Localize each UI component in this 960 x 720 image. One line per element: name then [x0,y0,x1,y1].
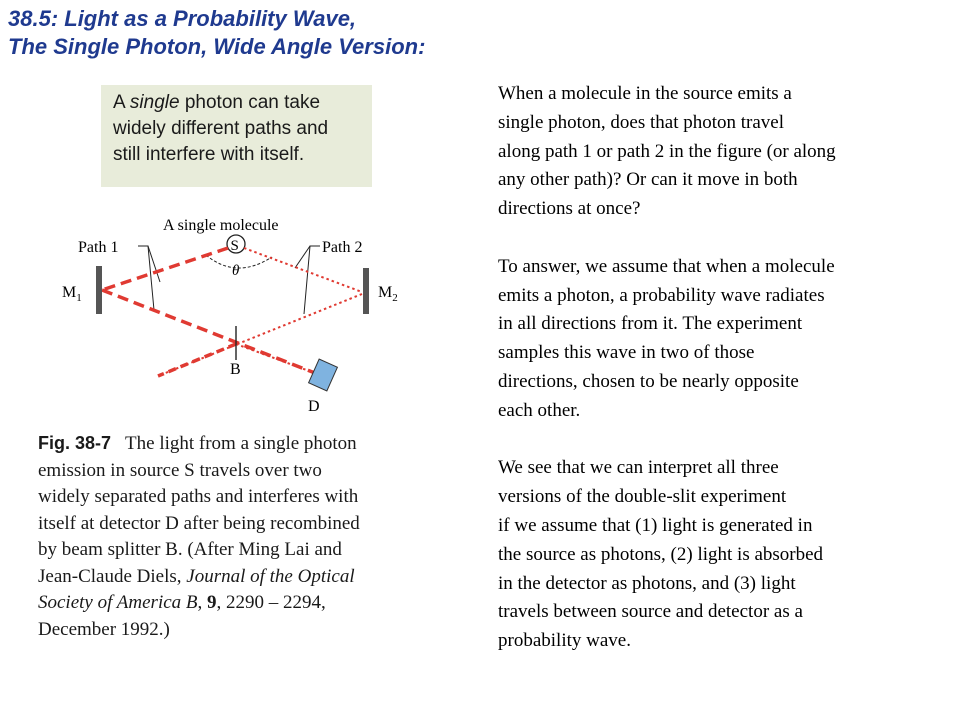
title-line-1: 38.5: Light as a Probability Wave, [8,6,357,31]
figure-number: Fig. 38-7 [38,433,112,453]
mirror-m2 [363,268,369,314]
interferometer-figure [60,210,460,425]
beam-m1-to-detector [102,290,320,375]
body-text [498,80,948,685]
slide-title [8,5,425,61]
callout-emphasis: single [129,92,180,113]
label-molecule: A single molecule [163,217,279,234]
paragraph-3: We see that we can interpret all three versions of the double-slit experiment if we assume that (1) light is generated in the source as photons, (2) light is absorbed in the detector as photons, and (3) light travels between source and detector as a probability wave. [498,457,824,652]
beam-source-to-m1 [102,248,228,290]
mirror-m1 [96,266,102,314]
callout-text: A [113,92,130,113]
beam-reflected-out [158,344,236,376]
beam-m2-to-detector [236,344,320,375]
label-m1: $M_1$ [62,284,82,304]
label-source: S [230,238,239,254]
caption-line: emission in source S travels over two [38,459,322,481]
caption-line: itself at detector D after being recombined [38,512,360,534]
title-line-2: The Single Photon, Wide Angle Version: [8,34,426,59]
callout-line-1 [113,90,362,116]
callout-text: photon can take [179,92,321,113]
label-d: D [308,398,320,415]
callout-line-2: widely different paths and [113,118,329,139]
label-path-2: Path 2 [322,239,363,256]
caption-line: widely separated paths and interferes with [38,486,359,507]
detector [309,359,338,391]
caption-line: Society of America B, 9, 2290 – 2294, [38,592,326,613]
figure-caption [38,430,458,643]
path-2-leader [304,246,320,314]
callout-line-3: still interfere with itself. [113,144,305,165]
caption-line: December 1992.) [38,618,170,640]
label-m2: $M_2$ [378,284,398,304]
caption-line: Jean-Claude Diels, Journal of the Optical [38,565,355,587]
paragraph-1: When a molecule in the source emits a single photon, does that photon travel along path 1 or path 2 in the figure (or along any other path)? Or can it move in both directions at once? [498,83,836,220]
label-theta: θ [232,263,240,279]
beam-m2-to-splitter [158,294,362,376]
interferometer-diagram [60,210,460,425]
path-2-leader [295,246,310,268]
caption-line: by beam splitter B. (After Ming Lai and [38,539,342,560]
caption-line: Fig. 38-7 The light from a single photon [38,433,357,454]
callout-box [101,85,372,187]
label-b: B [230,361,241,378]
label-path-1: Path 1 [78,239,119,256]
paragraph-2: To answer, we assume that when a molecule emits a photon, a probability wave radiates in all directions from it. The experiment samples this wave in two of those directions, chosen to be nearly opposite each other. [498,255,835,421]
